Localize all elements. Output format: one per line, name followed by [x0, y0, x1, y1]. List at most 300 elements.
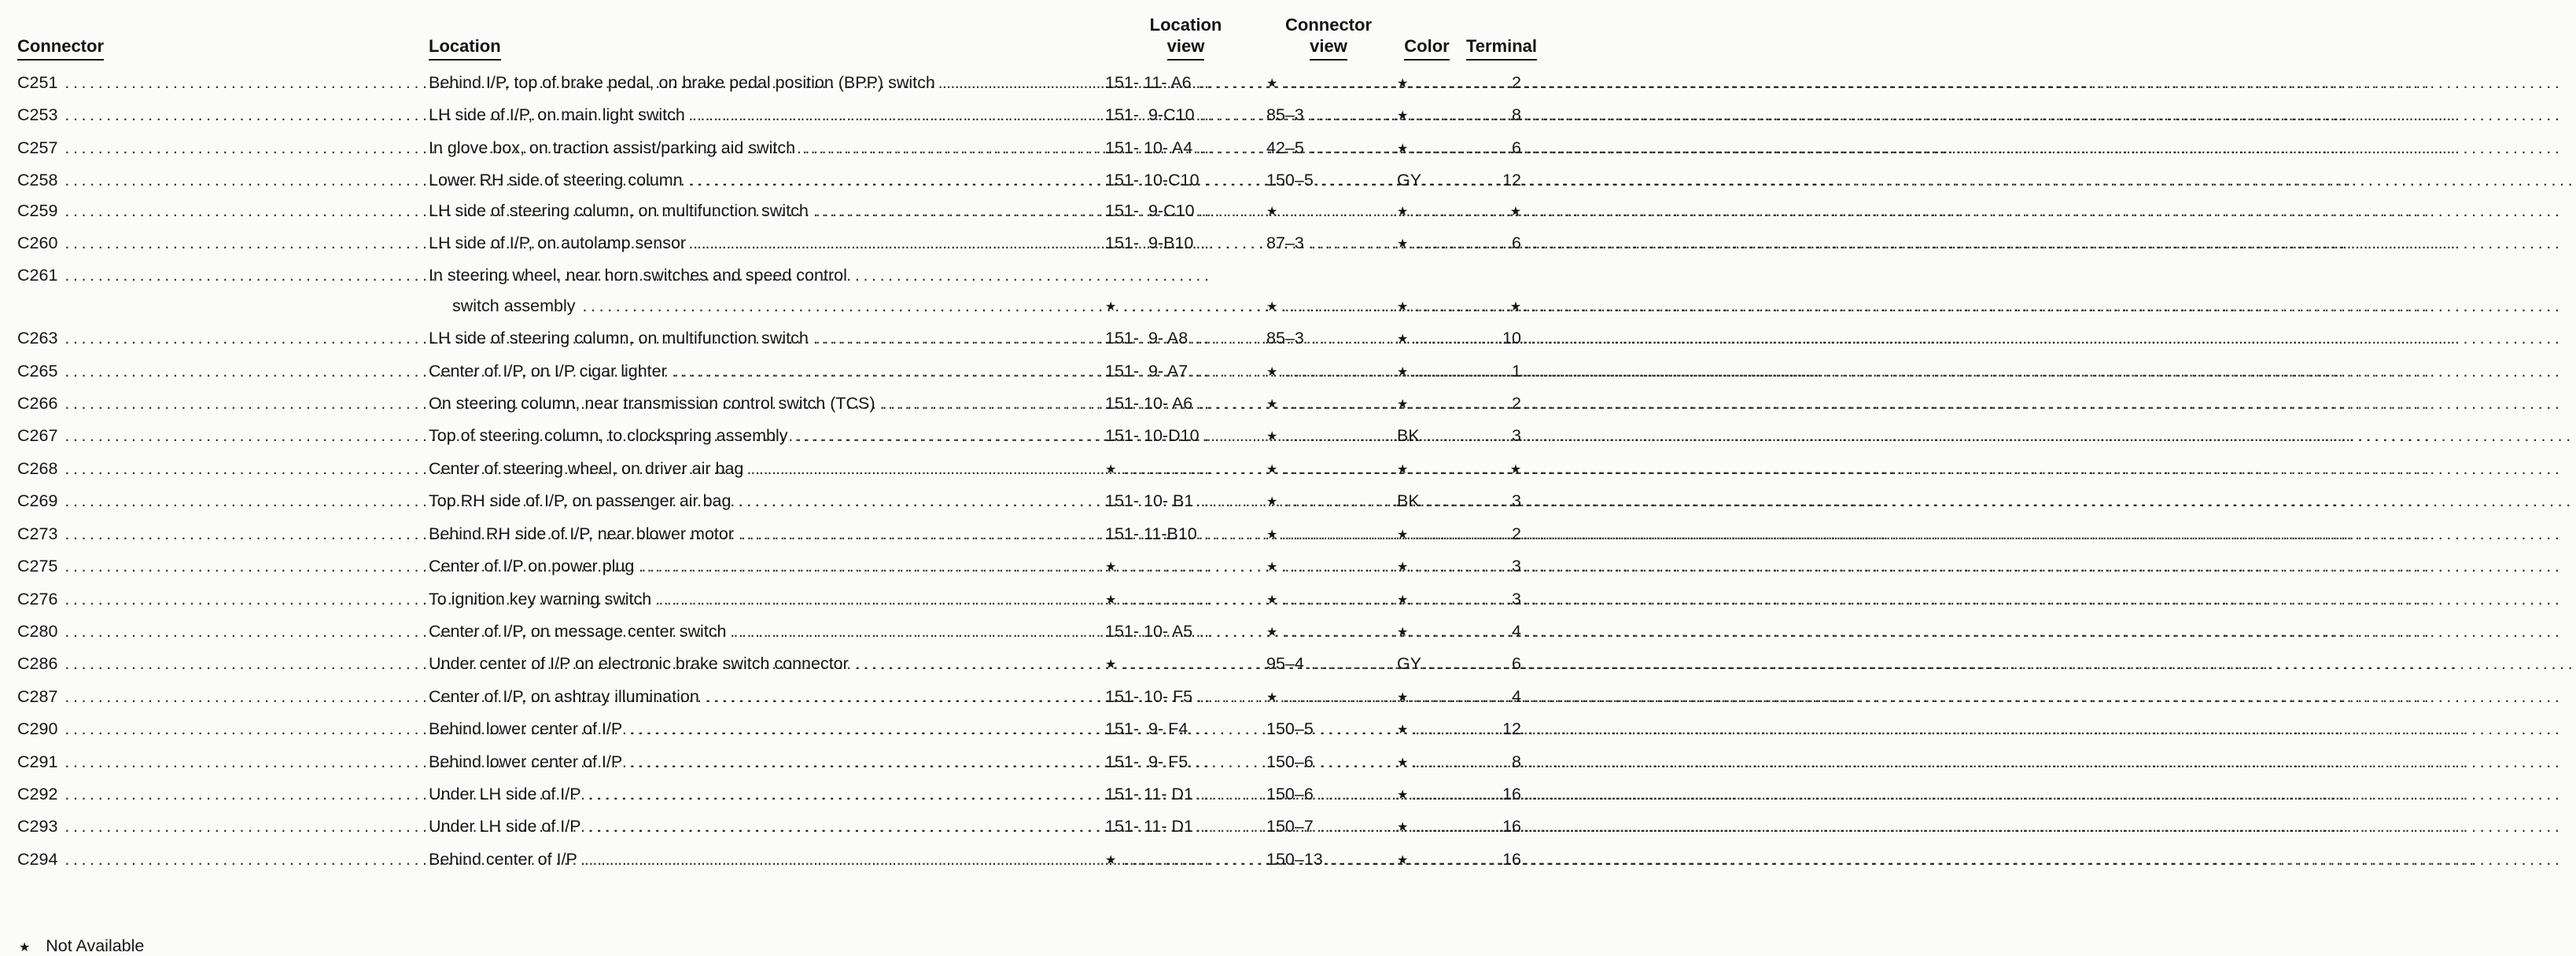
dot-leader	[64, 165, 421, 195]
dot-leader	[1330, 844, 1383, 874]
connector-cell	[17, 714, 429, 744]
location-view-value: 151- 9- A8	[1105, 329, 1188, 348]
dot-leader	[1415, 714, 1455, 744]
connector-view-value: 150–6	[1266, 784, 1314, 803]
location-text: Center of I/P on power plug	[429, 557, 635, 576]
header-location-view-line2: view	[1167, 35, 1205, 61]
location-view-value: 151- 11- D1	[1105, 817, 1193, 836]
terminal-value: 16	[1502, 784, 1521, 803]
location-text: Top of steering column, to clockspring assembly	[429, 426, 788, 446]
header-connector-cell	[17, 35, 429, 61]
connector-id: C269	[17, 491, 58, 511]
location-text: LH side of steering column, on multifunction switch	[429, 329, 809, 348]
connector-cell	[17, 682, 429, 711]
footnote-text: Not Available	[46, 936, 145, 956]
color-cell	[1391, 133, 1463, 165]
color-value: BK	[1397, 491, 1420, 511]
connector-id: C293	[17, 817, 58, 836]
dot-leader	[1311, 649, 1383, 678]
connector-id: C259	[17, 200, 58, 220]
location-text: Under LH side of I/P	[429, 784, 581, 803]
location-cell	[429, 196, 1105, 226]
connector-id: C253	[17, 105, 58, 125]
color-value: ★	[1397, 365, 1409, 379]
connector-id: C263	[17, 329, 58, 348]
table-row	[17, 811, 1543, 844]
terminal-cell	[1463, 456, 1543, 486]
terminal-cell	[1463, 714, 1543, 744]
connector-cell	[17, 196, 429, 226]
location-cell	[429, 323, 1105, 353]
dot-leader	[64, 551, 421, 581]
connector-view-cell	[1266, 196, 1391, 228]
header-terminal: Terminal	[1466, 35, 1537, 61]
header-location-view-cell	[1105, 14, 1266, 61]
color-value: ★	[1397, 625, 1409, 639]
location-text: LH side of steering column, on multifunction switch	[429, 200, 809, 220]
color-cell	[1391, 421, 1463, 450]
color-value: ★	[1397, 333, 1409, 347]
dot-leader	[1195, 356, 1259, 386]
dot-leader	[1123, 551, 1259, 581]
dot-leader	[1415, 682, 1455, 711]
table-row	[17, 584, 1543, 616]
terminal-cell	[1463, 68, 1543, 97]
dot-leader	[1415, 811, 1455, 841]
dot-leader	[738, 486, 1097, 516]
header-terminal-cell	[1463, 35, 1543, 61]
dot-leader	[1311, 228, 1383, 258]
location-view-value: ★	[1105, 561, 1117, 575]
connector-view-cell	[1266, 649, 1391, 678]
connector-view-value: ★	[1266, 495, 1278, 509]
location-text: Behind RH side of I/P, near blower motor	[429, 524, 734, 543]
terminal-value: ★	[1509, 462, 1521, 476]
connector-view-cell	[1266, 779, 1391, 809]
dot-leader	[64, 616, 421, 646]
terminal-cell	[1463, 519, 1543, 549]
dot-leader	[64, 844, 421, 874]
connector-id: C280	[17, 621, 58, 641]
dot-leader	[64, 682, 421, 711]
dot-leader	[1415, 68, 1455, 97]
color-value: ★	[1397, 398, 1409, 412]
location-view-cell	[1105, 323, 1266, 353]
dot-leader	[1415, 551, 1455, 581]
connector-view-cell	[1266, 682, 1391, 714]
dot-leader	[658, 584, 1097, 614]
terminal-value: ★	[1509, 300, 1521, 314]
dot-leader	[1415, 133, 1455, 163]
table-row	[17, 844, 1543, 877]
location-cell	[429, 165, 1105, 195]
connector-view-value: ★	[1266, 462, 1278, 476]
location-view-value: 151- 11- D1	[1105, 784, 1193, 803]
terminal-cell	[1463, 323, 1543, 353]
connector-view-value: ★	[1266, 593, 1278, 607]
dot-leader	[1200, 388, 1259, 418]
dot-leader	[64, 133, 421, 163]
header-connector-view-cell	[1266, 14, 1391, 61]
terminal-cell	[1463, 682, 1543, 711]
dot-leader	[64, 228, 421, 258]
dot-leader	[629, 747, 1097, 777]
location-cell	[429, 100, 1105, 130]
location-text: Behind lower center of I/P	[429, 752, 623, 771]
color-value: ★	[1397, 821, 1409, 835]
connector-view-value: 150–5	[1266, 719, 1314, 739]
dot-leader	[1427, 486, 1455, 516]
terminal-value: 6	[1512, 138, 1521, 157]
connector-cell	[17, 584, 429, 614]
connector-id: C286	[17, 654, 58, 674]
connector-cell	[17, 323, 429, 353]
color-cell	[1391, 68, 1463, 100]
connector-cell	[17, 454, 429, 484]
dot-leader	[816, 323, 1097, 353]
connector-cell	[17, 388, 429, 418]
dot-leader	[1428, 165, 1455, 195]
color-value: ★	[1397, 756, 1409, 770]
color-value: ★	[1397, 853, 1409, 867]
terminal-cell	[1463, 844, 1543, 874]
dot-leader	[674, 356, 1097, 386]
terminal-cell	[1463, 228, 1543, 258]
location-view-cell	[1105, 291, 1266, 323]
connector-id: C265	[17, 361, 58, 381]
table-row	[17, 165, 1543, 195]
dot-leader	[1415, 844, 1455, 874]
table-row	[17, 714, 1543, 746]
dot-leader	[1207, 421, 1259, 450]
terminal-value: 8	[1512, 105, 1521, 125]
dot-leader	[64, 388, 421, 418]
color-value: GY	[1397, 654, 1422, 674]
color-cell	[1391, 165, 1463, 195]
table-header	[17, 9, 1543, 61]
location-cell	[429, 811, 1105, 841]
dot-leader	[64, 323, 421, 353]
color-cell	[1391, 551, 1463, 583]
location-cell	[429, 714, 1105, 744]
table-row	[17, 356, 1543, 388]
location-text: In glove box, on traction assist/parking aid switch	[429, 138, 796, 157]
header-location: Location	[429, 35, 501, 61]
dot-leader	[1200, 616, 1259, 646]
location-cell	[429, 260, 1543, 290]
connector-view-cell	[1266, 165, 1391, 195]
color-cell	[1391, 844, 1463, 877]
location-view-cell	[1105, 454, 1266, 486]
dot-leader	[816, 196, 1097, 226]
connector-id: C291	[17, 752, 58, 771]
location-view-cell	[1105, 133, 1266, 163]
location-cell	[429, 519, 1105, 549]
table-row	[17, 779, 1543, 811]
location-view-cell	[1105, 388, 1266, 418]
connector-cell	[17, 68, 429, 97]
connector-view-cell	[1266, 133, 1391, 163]
connector-view-value: 85–3	[1266, 105, 1304, 125]
location-cell	[429, 388, 1105, 418]
dot-leader	[1284, 486, 1383, 516]
connector-view-value: ★	[1266, 528, 1278, 542]
terminal-value: 3	[1512, 491, 1521, 511]
dot-leader	[1195, 747, 1259, 777]
header-color: Color	[1404, 35, 1449, 61]
dot-leader	[942, 68, 1097, 97]
connector-view-cell	[1266, 323, 1391, 353]
terminal-value: 2	[1512, 73, 1521, 92]
color-cell	[1391, 291, 1463, 323]
dot-leader	[1123, 584, 1259, 614]
location-text: On steering column, near transmission control switch (TCS)	[429, 394, 875, 414]
dot-leader	[750, 454, 1097, 484]
dot-leader	[64, 260, 421, 290]
terminal-value: 3	[1512, 589, 1521, 609]
connector-cell	[17, 649, 429, 678]
color-cell	[1391, 100, 1463, 132]
terminal-value: 8	[1512, 752, 1521, 771]
color-value: ★	[1397, 462, 1409, 476]
dot-leader	[1321, 747, 1383, 777]
location-cell	[429, 68, 1105, 97]
dot-leader	[1321, 714, 1383, 744]
connector-view-cell	[1266, 616, 1391, 649]
connector-view-value: 150–5	[1266, 171, 1314, 190]
dot-leader	[64, 714, 421, 744]
dot-leader	[1200, 779, 1259, 809]
table-row	[17, 649, 1543, 681]
header-location-cell	[429, 35, 1105, 61]
dot-leader	[1415, 196, 1455, 226]
location-cell	[429, 616, 1105, 646]
terminal-value: 2	[1512, 524, 1521, 543]
connector-id: C294	[17, 849, 58, 869]
color-cell	[1391, 323, 1463, 355]
connector-cell	[17, 421, 429, 450]
connector-view-cell	[1266, 519, 1391, 551]
location-view-value: 151- 9-C10	[1105, 200, 1195, 220]
table-row	[17, 747, 1543, 779]
table-row	[17, 228, 1543, 260]
dot-leader	[1284, 454, 1383, 484]
location-text: Under LH side of I/P	[429, 817, 581, 836]
connector-view-cell	[1266, 584, 1391, 616]
dot-leader	[64, 811, 421, 841]
connector-id: C251	[17, 73, 58, 92]
dot-leader	[690, 165, 1097, 195]
dot-leader	[1415, 747, 1455, 777]
dot-leader	[1123, 454, 1259, 484]
connector-view-value: 95–4	[1266, 654, 1304, 674]
terminal-cell	[1463, 551, 1543, 581]
dot-leader	[1202, 100, 1259, 130]
dot-leader	[1415, 323, 1455, 353]
location-view-cell	[1105, 165, 1266, 195]
location-view-value: ★	[1105, 462, 1117, 476]
connector-id: C292	[17, 784, 58, 803]
terminal-value: 6	[1512, 233, 1521, 253]
location-view-value: 151- 9-B10	[1105, 233, 1194, 253]
dot-leader	[64, 421, 421, 450]
location-view-value: 151- 10- A4	[1105, 138, 1193, 157]
terminal-value: 1	[1512, 361, 1521, 381]
dot-leader	[1204, 519, 1259, 549]
location-cell	[429, 356, 1105, 386]
color-cell	[1391, 388, 1463, 421]
color-cell	[1391, 519, 1463, 551]
location-view-value: 151- 9-C10	[1105, 105, 1195, 125]
terminal-value: ★	[1509, 204, 1521, 219]
connector-id: C260	[17, 233, 58, 253]
dot-leader	[1195, 323, 1259, 353]
connector-view-value: ★	[1266, 77, 1278, 90]
dot-leader	[693, 228, 1097, 258]
table-row-line2	[17, 291, 1543, 323]
location-text: To ignition key warning switch	[429, 589, 652, 609]
color-cell	[1391, 682, 1463, 714]
color-cell	[1391, 811, 1463, 844]
table-row	[17, 388, 1543, 421]
terminal-value: 4	[1512, 686, 1521, 706]
connector-id: C268	[17, 458, 58, 478]
dot-leader	[1427, 421, 1455, 450]
connector-cell	[17, 779, 429, 809]
dot-leader	[706, 682, 1097, 711]
terminal-cell	[1463, 779, 1543, 809]
location-cell	[429, 133, 1105, 163]
dot-leader	[1284, 291, 1383, 321]
table-row	[17, 486, 1543, 518]
dot-leader	[1311, 100, 1383, 130]
dot-leader	[692, 100, 1097, 130]
dot-leader	[629, 714, 1097, 744]
terminal-value: 16	[1502, 849, 1521, 869]
dot-leader	[1284, 519, 1383, 549]
location-text: Center of I/P, on ashtray illumination	[429, 686, 699, 706]
location-view-value: 151- 10- B1	[1105, 491, 1194, 511]
dot-leader	[1284, 196, 1383, 226]
location-text: Behind lower center of I/P	[429, 719, 623, 739]
location-view-value: 151- 10- A5	[1105, 621, 1193, 641]
dot-leader	[1311, 323, 1383, 353]
connector-id: C261	[17, 266, 58, 285]
location-view-cell	[1105, 551, 1266, 583]
location-view-value: 151- 10- F5	[1105, 686, 1193, 706]
connector-view-value: 87–3	[1266, 233, 1304, 253]
location-cell	[429, 454, 1105, 484]
dot-leader	[64, 356, 421, 386]
location-cell	[429, 779, 1105, 809]
dot-leader	[1415, 454, 1455, 484]
dot-leader	[1123, 291, 1259, 321]
color-value: BK	[1397, 426, 1420, 446]
location-text: Lower RH side of steering column	[429, 171, 683, 190]
dot-leader	[1415, 779, 1455, 809]
dot-leader	[1200, 486, 1259, 516]
table-row	[17, 519, 1543, 551]
terminal-value: 16	[1502, 817, 1521, 836]
terminal-cell	[1463, 747, 1543, 777]
connector-view-cell	[1266, 747, 1391, 777]
terminal-cell	[1463, 165, 1543, 195]
connector-id: C258	[17, 171, 58, 190]
dot-leader	[1200, 228, 1259, 258]
terminal-cell	[1463, 356, 1543, 386]
dot-leader	[64, 747, 421, 777]
location-view-value: 151- 10-D10	[1105, 426, 1200, 446]
dot-leader	[883, 388, 1097, 418]
location-view-value: 151- 11- A6	[1105, 73, 1192, 92]
header-connector-view-line2: view	[1310, 35, 1347, 61]
dot-leader	[64, 779, 421, 809]
connector-cell	[17, 616, 429, 646]
dot-leader	[64, 100, 421, 130]
location-text: Top RH side of I/P, on passenger air bag	[429, 491, 732, 511]
connector-view-cell	[1266, 486, 1391, 518]
terminal-value: 10	[1502, 329, 1521, 348]
connector-id: C266	[17, 394, 58, 414]
location-text: Center of I/P, on message center switch	[429, 621, 727, 641]
connector-view-cell	[1266, 100, 1391, 130]
connector-cell	[17, 811, 429, 841]
table-row-multiline	[17, 260, 1543, 323]
connector-id: C257	[17, 138, 58, 157]
table-row	[17, 323, 1543, 355]
connector-view-value: 42–5	[1266, 138, 1304, 157]
location-view-cell	[1105, 682, 1266, 711]
dot-leader	[1284, 68, 1383, 97]
dot-leader	[64, 454, 421, 484]
dot-leader	[588, 811, 1097, 841]
connector-view-cell	[1266, 228, 1391, 258]
location-text: Behind I/P, top of brake pedal, on brake pedal position (BPP) switch	[429, 73, 935, 92]
connector-view-cell	[1266, 454, 1391, 486]
color-cell	[1391, 454, 1463, 486]
color-value: ★	[1397, 561, 1409, 575]
color-value: ★	[1397, 690, 1409, 704]
table-row	[17, 421, 1543, 453]
color-value: ★	[1397, 528, 1409, 542]
dot-leader	[64, 649, 421, 678]
dot-leader	[1284, 421, 1383, 450]
connector-id: C276	[17, 589, 58, 609]
connector-view-cell	[1266, 811, 1391, 841]
location-view-value: ★	[1105, 658, 1117, 672]
location-view-value: ★	[1105, 300, 1117, 314]
terminal-value: 3	[1512, 557, 1521, 576]
connector-id: C290	[17, 719, 58, 739]
terminal-value: 4	[1512, 621, 1521, 641]
connector-view-value: ★	[1266, 561, 1278, 575]
dot-leader	[1284, 551, 1383, 581]
terminal-cell	[1463, 388, 1543, 418]
dot-leader	[741, 519, 1097, 549]
dot-leader	[1123, 844, 1259, 874]
dot-leader	[1284, 356, 1383, 386]
header-connector: Connector	[17, 35, 104, 61]
terminal-value: 12	[1502, 719, 1521, 739]
connector-view-value: ★	[1266, 398, 1278, 412]
color-cell	[1391, 584, 1463, 616]
connector-cell	[17, 100, 429, 130]
terminal-cell	[1463, 133, 1543, 163]
location-text: LH side of I/P, on autolamp sensor	[429, 233, 687, 253]
terminal-cell	[1463, 100, 1543, 130]
location-view-value: 151- 10-C10	[1105, 171, 1200, 190]
footnote	[17, 936, 1543, 956]
